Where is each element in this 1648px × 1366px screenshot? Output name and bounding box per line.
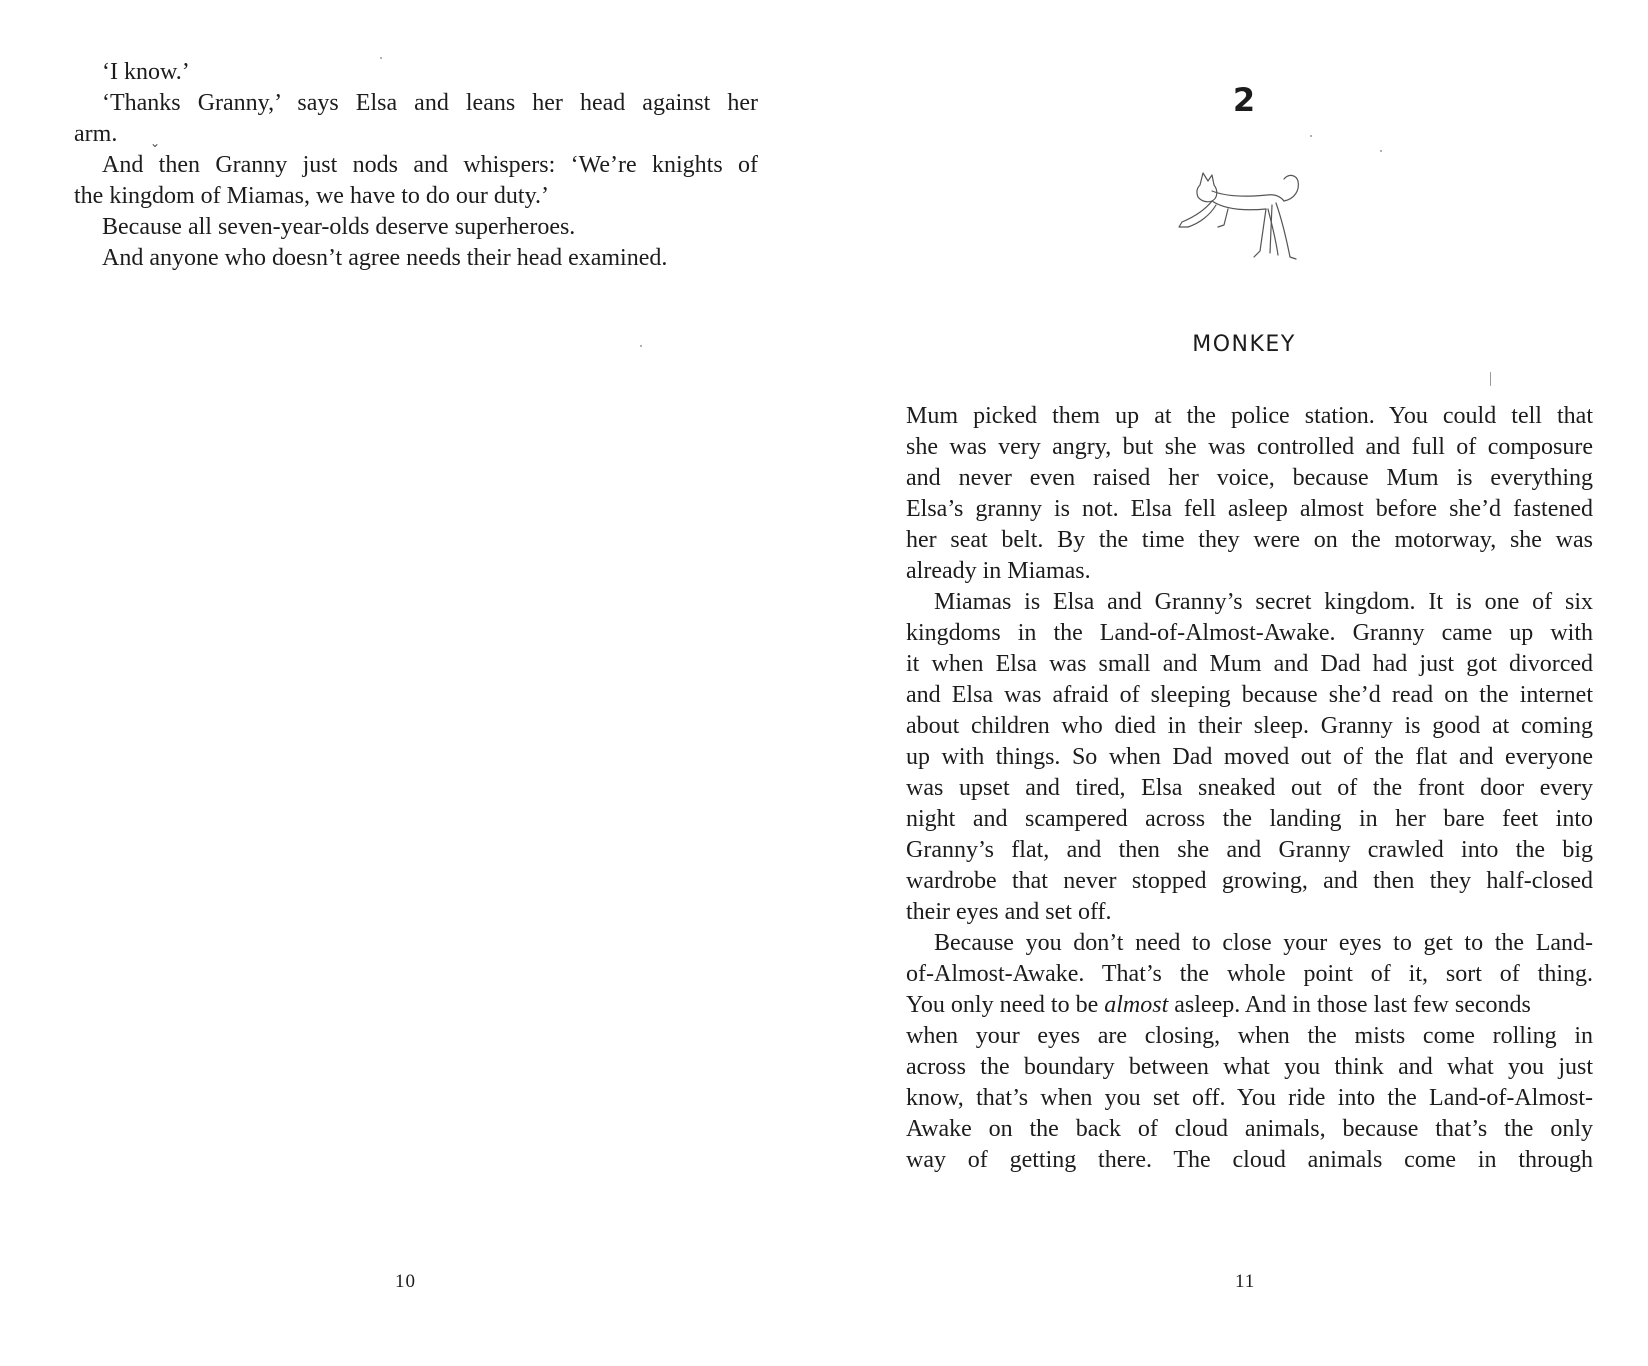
- text-line: wardrobe that never stopped growing, and then they half-closed: [906, 868, 1593, 894]
- text-line: of-Almost-Awake. That’s the whole point of it, sort of thing.: [906, 961, 1593, 987]
- text-line: and Elsa was afraid of sleeping because she’d read on the internet: [906, 682, 1593, 708]
- text-line: Granny’s flat, and then she and Granny crawled into the big: [906, 837, 1593, 863]
- scan-speck: [1490, 372, 1491, 386]
- chapter-number: 2: [1232, 81, 1256, 119]
- text-segment: You only need to be: [906, 992, 1105, 1018]
- text-line: And then Granny just nods and whispers: ‘We’re knights of: [102, 152, 758, 178]
- text-line: when your eyes are closing, when the mists come rolling in: [906, 1023, 1593, 1049]
- text-line: up with things. So when Dad moved out of the flat and everyone: [906, 744, 1593, 770]
- page-number: 10: [395, 1271, 416, 1292]
- text-line: she was very angry, but she was controlled and full of composure: [906, 434, 1593, 460]
- right-page: [840, 0, 1648, 1366]
- text-line: ‘Thanks Granny,’ says Elsa and leans her head against her: [102, 90, 758, 116]
- text-line: already in Miamas.: [906, 558, 1091, 584]
- pen-mark-icon: ⌄: [150, 136, 161, 150]
- text-line: and never even raised her voice, because Mum is everything: [906, 465, 1593, 491]
- text-line: Awake on the back of cloud animals, because that’s the only: [906, 1116, 1593, 1142]
- emphasis-text: almost: [1104, 992, 1169, 1018]
- text-line: Because all seven-year-olds deserve superheroes.: [102, 214, 576, 240]
- text-line: Miamas is Elsa and Granny’s secret kingdom. It is one of six: [934, 589, 1593, 615]
- text-line: her seat belt. By the time they were on the motorway, she was: [906, 527, 1593, 553]
- text-line: about children who died in their sleep. Granny is good at coming: [906, 713, 1593, 739]
- text-line: it when Elsa was small and Mum and Dad had just got divorced: [906, 651, 1593, 677]
- page-number: 11: [1235, 1271, 1256, 1292]
- text-line: kingdoms in the Land-of-Almost-Awake. Granny came up with: [906, 620, 1593, 646]
- scan-speck: [640, 345, 642, 347]
- scan-speck: [1380, 150, 1382, 152]
- scan-speck: [1310, 135, 1312, 137]
- text-line: the kingdom of Miamas, we have to do our duty.’: [74, 183, 550, 209]
- text-line: [906, 989, 1593, 1022]
- text-line: way of getting there. The cloud animals come in through: [906, 1147, 1593, 1173]
- monkey-sketch-icon: [1172, 165, 1322, 280]
- text-line: was upset and tired, Elsa sneaked out of the front door every: [906, 775, 1593, 801]
- text-line: ‘I know.’: [102, 59, 190, 85]
- text-line: Elsa’s granny is not. Elsa fell asleep almost before she’d fastened: [906, 496, 1593, 522]
- text-line: Because you don’t need to close your eyes to get to the Land-: [934, 930, 1593, 956]
- text-line: know, that’s when you set off. You ride into the Land-of-Almost-: [906, 1085, 1593, 1111]
- text-line: And anyone who doesn’t agree needs their head examined.: [102, 245, 668, 271]
- text-line: across the boundary between what you think and what you just: [906, 1054, 1593, 1080]
- text-line: Mum picked them up at the police station. You could tell that: [906, 403, 1593, 429]
- text-line: their eyes and set off.: [906, 899, 1112, 925]
- scan-speck: [380, 57, 382, 59]
- text-line: arm.: [74, 121, 118, 147]
- chapter-title: MONKEY: [1192, 332, 1296, 357]
- text-segment: asleep. And in those last few seconds: [1168, 992, 1531, 1018]
- text-line: night and scampered across the landing in her bare feet into: [906, 806, 1593, 832]
